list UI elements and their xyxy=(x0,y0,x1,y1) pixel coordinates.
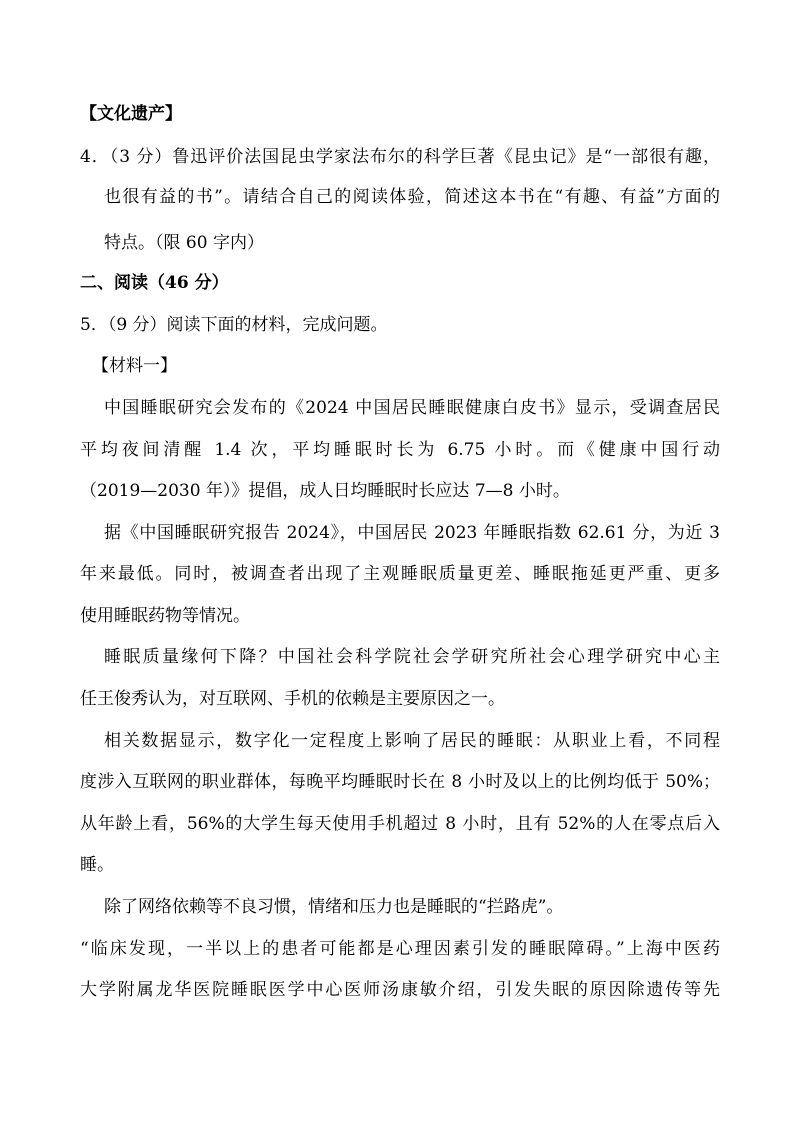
material-one-label: 【材料一】 xyxy=(92,356,177,376)
question-4-line-3: 特点。（限 60 字内） xyxy=(104,233,264,253)
section-heading-culture: 【文化遗产】 xyxy=(80,104,182,124)
section-heading-reading: 二、阅读（46 分） xyxy=(80,273,229,293)
question-4-line-1: 4．（3 分）鲁迅评价法国昆虫学家法布尔的科学巨著《昆虫记》是“一部很有趣， xyxy=(80,147,720,167)
question-4-line-2: 也很有益的书”。请结合自己的阅读体验，简述这本书在“有趣、有益”方面的 xyxy=(104,187,720,207)
passage-line: 年来最低。同时，被调查者出现了主观睡眠质量更差、睡眠拖延更严重、更多 xyxy=(80,564,720,584)
passage-line: “临床发现，一半以上的患者可能都是心理因素引发的睡眠障碍。”上海中医药 xyxy=(80,939,720,959)
passage-line: 任王俊秀认为，对互联网、手机的依赖是主要原因之一。 xyxy=(80,689,505,709)
passage-line: 使用睡眠药物等情况。 xyxy=(80,606,250,626)
passage-line: 除了网络依赖等不良习惯，情绪和压力也是睡眠的“拦路虎”。 xyxy=(104,897,564,917)
passage-line: 从年龄上看，56%的大学生每天使用手机超过 8 小时，且有 52%的人在零点后入 xyxy=(80,814,720,834)
passage-line: 度涉入互联网的职业群体，每晚平均睡眠时长在 8 小时及以上的比例均低于 50%； xyxy=(80,772,720,792)
passage-line: 相关数据显示，数字化一定程度上影响了居民的睡眠：从职业上看，不同程 xyxy=(104,731,720,751)
passage-line: （2019—2030 年）》提倡，成人日均睡眠时长应达 7—8 小时。 xyxy=(80,481,570,501)
passage-line: 据《中国睡眠研究报告 2024》，中国居民 2023 年睡眠指数 62.61 分，为近 3 xyxy=(104,523,720,543)
question-5-intro: 5．（9 分）阅读下面的材料，完成问题。 xyxy=(80,315,388,335)
passage-line: 平均夜间清醒 1.4 次，平均睡眠时长为 6.75 小时。而《健康中国行动 xyxy=(80,440,720,460)
passage-line: 睡。 xyxy=(80,855,114,875)
passage-line: 睡眠质量缘何下降？中国社会科学院社会学研究所社会心理学研究中心主 xyxy=(104,647,720,667)
passage-line: 中国睡眠研究会发布的《2024 中国居民睡眠健康白皮书》显示，受调查居民 xyxy=(104,398,720,418)
passage-line: 大学附属龙华医院睡眠医学中心医师汤康敏介绍，引发失眠的原因除遗传等先 xyxy=(80,980,720,1000)
